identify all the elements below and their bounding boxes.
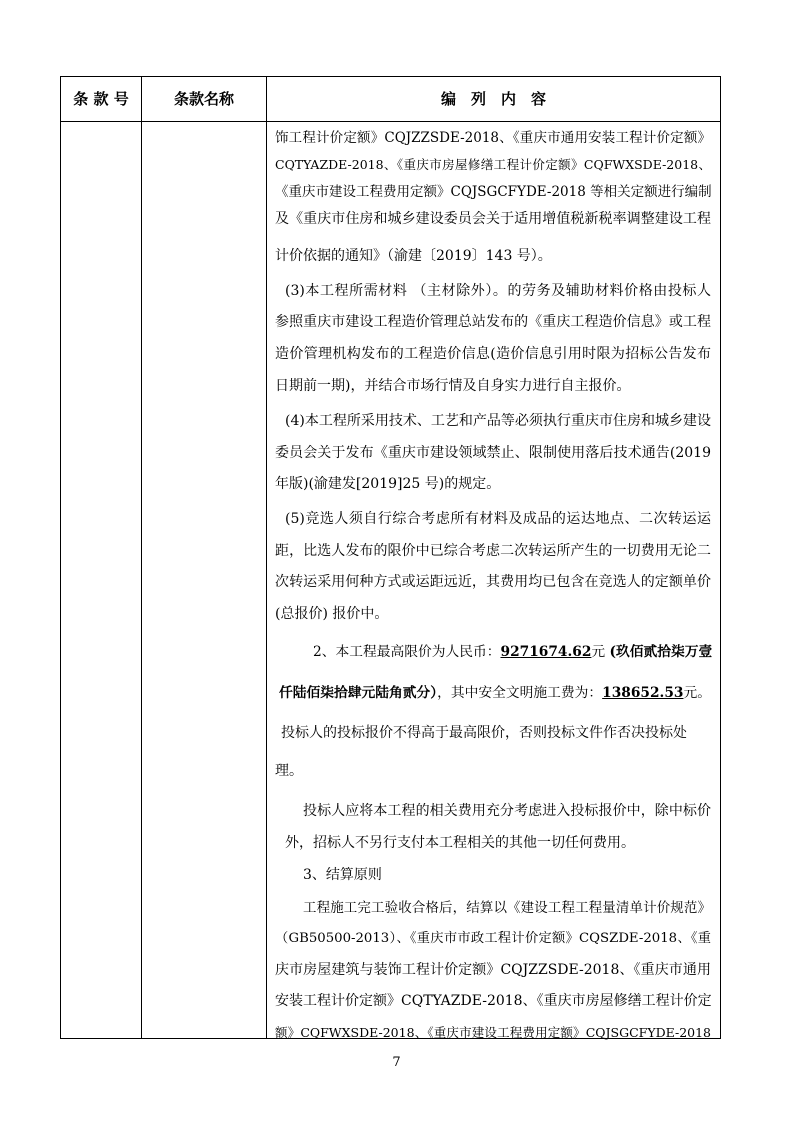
content-line: 距，比选人发布的限价中已综合考虑二次转运所产生的一切费用无论二 [275,543,711,559]
max-price-lead: 2、本工程最高限价为人民币： [313,644,501,660]
safety-fee-amount: 138652.53 [602,685,684,701]
content-line: 及《重庆市住房和城乡建设委员会关于适用增值税新税率调整建设工程 [275,211,711,227]
content-line: 投标人应将本工程的相关费用充分考虑进入投标报价中，除中标价 [303,803,711,819]
column-divider-1 [141,76,142,1039]
content-line: 理。 [275,763,303,779]
content-line: 饰工程计价定额》CQJZZSDE-2018、《重庆市通用安装工程计价定额》 [275,130,711,146]
content-line: 工程施工完工验收合格后，结算以《建设工程工程量清单计价规范》 [303,900,711,916]
content-line: CQTYAZDE-2018、《重庆市房屋修缮工程计价定额》CQFWXSDE-2018、 [275,157,711,172]
content-line: （GB50500-2013）、《重庆市市政工程计价定额》CQSZDE-2018、《重 [275,931,711,946]
content-line: 庆市房屋建筑与装饰工程计价定额》CQJZZSDE-2018、《重庆市通用 [275,962,711,978]
content-line: 参照重庆市建设工程造价管理总站发布的《重庆工程造价信息》或工程 [275,314,711,330]
content-line: 日期前一期)，并结合市场行情及自身实力进行自主报价。 [275,378,631,394]
safety-fee-lead: ，其中安全文明施工费为： [437,685,603,701]
content-line: 投标人的投标报价不得高于最高限价，否则投标文件作否决投标处 [281,725,687,741]
content-line: 《重庆市建设工程费用定额》CQJSGCFYDE-2018 等相关定额进行编制 [275,184,712,200]
header-content: 编 列 内 容 [440,90,546,108]
table-right-border [720,76,721,1039]
section-heading-settlement: 3、结算原则 [303,867,382,883]
content-line: 造价管理机构发布的工程造价信息(造价信息引用时限为招标公告发布 [275,346,711,362]
page-number: 7 [392,1055,401,1070]
column-divider-2 [266,76,267,1039]
content-line: 安装工程计价定额》CQTYAZDE-2018、《重庆市房屋修缮工程计价定 [275,993,712,1009]
content-line: 年版)(渝建发[2019]25 号)的规定。 [275,476,501,492]
content-line: (4)本工程所采用技术、工艺和产品等必须执行重庆市住房和城乡建设 [285,413,711,429]
max-price-line [313,642,711,662]
max-price-words-part1: (玖佰贰拾柒万壹 [609,644,713,660]
max-price-amount: 9271674.62 [500,644,592,660]
content-line: (总报价) 报价中。 [275,606,389,622]
max-price-unit: 元 [591,644,606,660]
content-line: 委员会关于发布《重庆市建设领域禁止、限制使用落后技术通告(2019 [275,445,711,461]
header-bottom-border [60,121,721,122]
header-clause-no: 条 款 号 [73,90,129,108]
safety-fee-unit: 元。 [683,685,711,701]
safety-fee-line [279,683,711,703]
content-line: 额》CQFWXSDE-2018、《重庆市建设工程费用定额》CQJSGCFYDE-2018 [275,1025,711,1040]
max-price-words-part2: 仟陆佰柒拾肆元陆角贰分） [279,685,438,701]
table-left-border [60,76,61,1039]
content-line: 外，招标人不另行支付本工程相关的其他一切任何费用。 [285,835,635,851]
content-line: (3)本工程所需材料 （主材除外）。的劳务及辅助材料价格由投标人 [285,283,711,299]
header-clause-name: 条款名称 [173,90,234,108]
content-line: 计价依据的通知》（渝建〔2019〕143 号）。 [275,248,552,264]
content-line: (5)竞选人须自行综合考虑所有材料及成品的运达地点、二次转运运 [285,511,711,527]
content-line: 次转运采用何种方式或运距远近，其费用均已包含在竞选人的定额单价 [275,574,711,590]
